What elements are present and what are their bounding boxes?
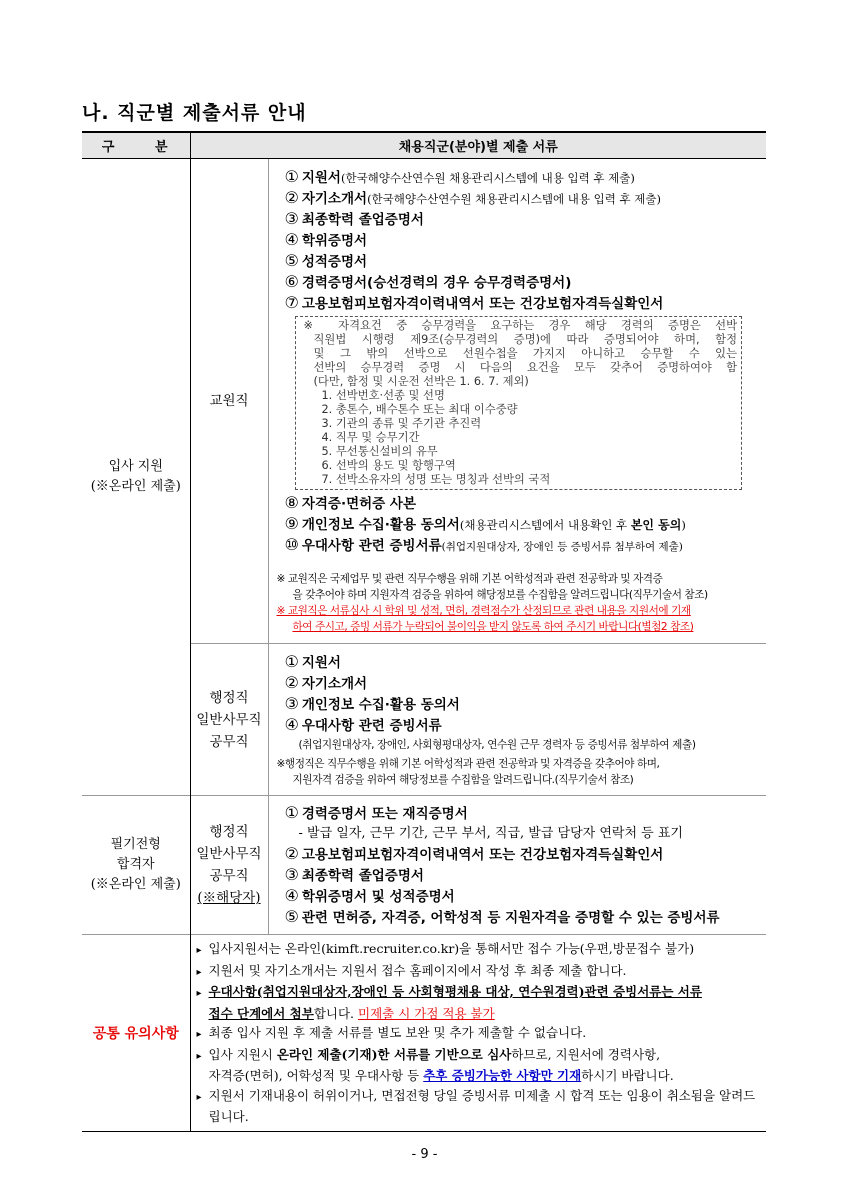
bullet-triangle-icon: ▸ bbox=[196, 966, 202, 978]
notice-line: ※ 교원직은 국제업무 및 관련 직무수행을 위해 기본 어학성적과 관련 전공학과 및 자격증 bbox=[276, 573, 663, 585]
faculty-item: ③ 최종학력 졸업증명서 bbox=[284, 209, 424, 228]
admin-item: ② 자기소개서 bbox=[284, 672, 368, 692]
admin-notice bbox=[277, 756, 761, 788]
notice-line: 을 갖추어야 하며 지원자격 검증을 위하여 해당정보를 수집함을 알려드립니다(직무기술서 참조) bbox=[292, 589, 708, 601]
faculty-label: 교원직 bbox=[190, 159, 268, 644]
written-dash-line: - 발급 일자, 근무 기간, 근무 부서, 직급, 발급 담당자 연락처 등 표기 bbox=[298, 825, 683, 841]
table-header-row bbox=[82, 132, 766, 159]
notice-line-red: 하여 주시고, 증빙 서류가 누락되어 불이익을 받지 않도록 하여 주시기 바랍니다(별첨2 참조) bbox=[292, 621, 694, 633]
box-line: 및 그 밖의 선박으로 선원수첩을 가지지 아니하고 승무할 수 있는 bbox=[313, 347, 738, 360]
faculty-item: ① 지원서(한국해양수산연수원 채용관리시스템에 내용 입력 후 제출) bbox=[284, 167, 635, 186]
common-label: 공통 유의사항 bbox=[82, 935, 190, 1132]
written-label bbox=[190, 796, 268, 935]
header-documents: 채용직군(분야)별 제출 서류 bbox=[190, 132, 766, 159]
apply-category-sub: (※온라인 제출) bbox=[90, 479, 181, 494]
faculty-item: ⑥ 경력증명서(승선경력의 경우 승무경력증명서) bbox=[284, 272, 572, 291]
written-item: ③ 최종학력 졸업증명서 bbox=[284, 864, 424, 884]
common-row bbox=[82, 935, 766, 1132]
box-list-item: 2. 총톤수, 배수톤수 또는 최대 이수중량 bbox=[321, 403, 518, 416]
box-list-item: 7. 선박소유자의 성명 또는 명칭과 선박의 국적 bbox=[321, 473, 551, 486]
faculty-documents bbox=[268, 159, 766, 644]
written-item: ⑤ 관련 면허증, 자격증, 어학성적 등 지원자격을 증명할 수 있는 증빙서류 bbox=[284, 906, 720, 926]
faculty-item: ⑩ 우대사항 관련 증빙서류(취업지원대상자, 장애인 등 증빙서류 첨부하여 제출) bbox=[284, 535, 683, 554]
bullet-triangle-icon: ▸ bbox=[196, 988, 202, 999]
box-list-item: 3. 기관의 종류 및 주기관 추진력 bbox=[321, 417, 482, 430]
written-category-line: (※온라인 제출) bbox=[90, 877, 181, 892]
admin-label-line: 일반사무직 bbox=[196, 711, 262, 728]
box-list-item: 1. 선박번호·선종 및 선명 bbox=[321, 389, 445, 402]
faculty-item: ⑤ 성적증명서 bbox=[284, 251, 368, 270]
box-list-item: 6. 선박의 용도 및 항행구역 bbox=[321, 459, 456, 472]
section-title: 나. 직군별 제출서류 안내 bbox=[82, 102, 307, 124]
bullet-triangle-icon: ▸ bbox=[196, 1029, 202, 1040]
written-category-line: 합격자 bbox=[116, 857, 155, 872]
notice-line-red: ※ 교원직은 서류심사 시 학위 및 성적, 면허, 경력점수가 산정되므로 관련 내용을 지원서에 기재 bbox=[276, 605, 691, 617]
common-bullet: ▸ 지원서 기재내용이 허위이거나, 면접전형 당일 증빙서류 미제출 시 합격 또는 임용이 취소됨을 알려드립니다. bbox=[196, 1087, 756, 1124]
notice-line: 지원자격 검증을 위하여 해당정보를 수집함을 알려드립니다.(직무기술서 참조) bbox=[292, 773, 634, 786]
box-line: 선박의 승무경력 증명 시 다음의 요건을 모두 갖추어 증명하여야 함 bbox=[313, 361, 738, 374]
common-notes bbox=[190, 935, 766, 1132]
faculty-item: ⑧ 자격증·면허증 사본 bbox=[284, 493, 416, 512]
notice-line: ※행정직은 직무수행을 위해 기본 어학성적과 관련 전공학과 및 자격증을 갖추어야 하며, bbox=[276, 757, 660, 770]
written-documents bbox=[268, 796, 766, 935]
admin-label bbox=[190, 644, 268, 796]
written-label-line: (※해당자) bbox=[197, 890, 261, 906]
faculty-item: ⑦ 고용보험피보험자격이력내역서 또는 건강보험자격득실확인서 bbox=[284, 293, 664, 312]
admin-item: ③ 개인정보 수집·활용 동의서 bbox=[284, 693, 460, 713]
box-line: (다만, 함정 및 시운전 선박은 1. 6. 7. 제외) bbox=[313, 375, 529, 388]
written-category bbox=[82, 796, 190, 935]
bullet-triangle-icon: ▸ bbox=[196, 1091, 202, 1103]
bullet-triangle-icon: ▸ bbox=[196, 945, 202, 956]
common-bullet: ▸ 입사 지원시 온라인 제출(기재)한 서류를 기반으로 심사하므로, 지원서에 경력사항, 자격증(면허), 어학성적 및 우대사항 등 추후 증빙가능한 사항만 기재하시기 바랍니다. bbox=[196, 1046, 674, 1083]
box-list-item: 5. 무선통신설비의 유무 bbox=[321, 445, 438, 458]
admin-item: ① 지원서 bbox=[284, 651, 341, 671]
admin-label-line: 행정직 bbox=[209, 689, 249, 706]
written-category-line: 필기전형 bbox=[110, 837, 161, 852]
bullet-triangle-icon: ▸ bbox=[196, 1050, 202, 1062]
box-list-item: 4. 직무 및 승무기간 bbox=[321, 431, 420, 444]
apply-category-title: 입사 지원 bbox=[108, 459, 163, 474]
faculty-row bbox=[82, 159, 766, 644]
written-item: ② 고용보험피보험자격이력내역서 또는 건강보험자격득실확인서 bbox=[284, 843, 664, 863]
document-table bbox=[82, 131, 766, 1132]
admin-item: ④ 우대사항 관련 증빙서류 bbox=[284, 714, 442, 734]
written-label-line: 일반사무직 bbox=[196, 846, 262, 862]
header-category: 구 분 bbox=[82, 132, 190, 159]
admin-sub-note: (취업지원대상자, 장애인, 사회형평대상자, 연수원 근무 경력자 등 증빙서류 첨부하여 제출) bbox=[298, 738, 696, 751]
common-bullet: ▸ 입사지원서는 온라인(kimft.recruiter.co.kr)을 통해서만 접수 가능(우편,방문접수 불가) bbox=[197, 939, 763, 961]
written-label-line: 행정직 bbox=[209, 824, 249, 840]
faculty-item: ④ 학위증명서 bbox=[284, 230, 368, 249]
box-line: 직원법 시행령 제9조(승무경력의 증명)에 따라 증명되어야 하며, 함정 bbox=[313, 333, 738, 346]
common-bullet: ▸ 우대사항(취업지원대상자,장애인 등 사회형평채용 대상, 연수원경력)관련 증빙서류는 서류 접수 단계에서 첨부합니다. 미제출 시 가점 적용 불가 bbox=[196, 984, 702, 1021]
admin-label-line: 공무직 bbox=[209, 733, 249, 750]
common-bullet: ▸ 최종 입사 지원 후 제출 서류를 별도 보완 및 추가 제출할 수 없습니다. bbox=[197, 1023, 763, 1045]
written-row bbox=[82, 796, 766, 935]
written-item: ④ 학위증명서 및 성적증명서 bbox=[284, 885, 455, 905]
faculty-item: ⑨ 개인정보 수집·활용 동의서(채용관리시스템에서 내용확인 후 본인 동의) bbox=[284, 514, 686, 533]
faculty-item: ② 자기소개서(한국해양수산연수원 채용관리시스템에 내용 입력 후 제출) bbox=[284, 188, 661, 207]
apply-category bbox=[82, 159, 190, 796]
faculty-notice bbox=[277, 571, 761, 635]
written-label-line: 공무직 bbox=[209, 868, 249, 884]
admin-documents bbox=[268, 644, 766, 796]
sea-career-note-box bbox=[295, 316, 743, 490]
page-number: - 9 - bbox=[411, 1147, 438, 1162]
common-bullet: ▸ 지원서 및 자기소개서는 지원서 접수 홈페이지에서 작성 후 최종 제출 합니다. bbox=[197, 961, 763, 983]
written-item: ① 경력증명서 또는 재직증명서 bbox=[284, 802, 468, 822]
box-line: ※ 자격요건 중 승무경력을 요구하는 경우 해당 경력의 증명은 선박 bbox=[303, 319, 738, 332]
